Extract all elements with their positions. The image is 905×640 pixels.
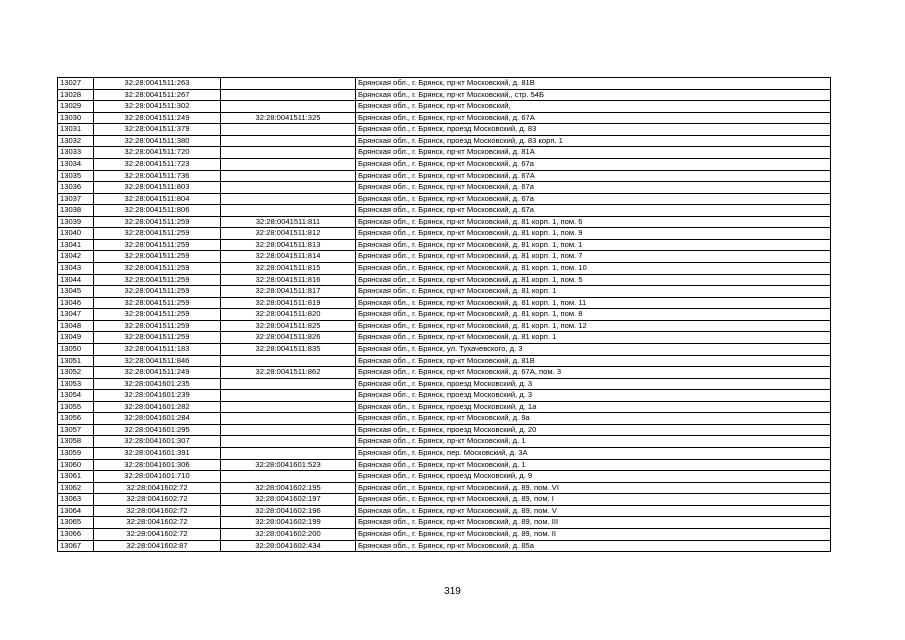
row-number-cell: 13034 [58,158,94,170]
cadastral-number-cell: 32:28:0041601:295 [94,424,221,436]
row-number-cell: 13053 [58,378,94,390]
table-row [58,494,831,506]
address-cell: Брянская обл., г. Брянск, проезд Московский, д. 20 [356,424,831,436]
row-number-cell: 13033 [58,147,94,159]
table-row [58,424,831,436]
table-row [58,401,831,413]
table-row [58,471,831,483]
row-number-cell: 13050 [58,343,94,355]
cadastral-number-cell: 32:28:0041601:710 [94,471,221,483]
row-number-cell: 13044 [58,274,94,286]
row-number-cell: 13055 [58,401,94,413]
row-number-cell: 13041 [58,239,94,251]
address-cell: Брянская обл., г. Брянск, пр-кт Московский, д. 81В [356,355,831,367]
address-cell: Брянская обл., г. Брянск, пр-кт Московский, д. 1 [356,436,831,448]
cadastral-number-cell: 32:28:0041511:259 [94,297,221,309]
cadastral-number-cell: 32:28:0041602:72 [94,505,221,517]
object-cadastral-number-cell [221,158,356,170]
row-number-cell: 13045 [58,286,94,298]
object-cadastral-number-cell [221,124,356,136]
object-cadastral-number-cell [221,355,356,367]
row-number-cell: 13056 [58,413,94,425]
cadastral-number-cell: 32:28:0041511:259 [94,239,221,251]
object-cadastral-number-cell [221,193,356,205]
cadastral-number-cell: 32:28:0041602:72 [94,494,221,506]
table-row [58,505,831,517]
address-cell: Брянская обл., г. Брянск, проезд Московский, д. 1а [356,401,831,413]
row-number-cell: 13036 [58,182,94,194]
object-cadastral-number-cell: 32:28:0041601:523 [221,459,356,471]
address-cell: Брянская обл., г. Брянск, пр-кт Московский, д. 81 корп. 1, пом. 7 [356,251,831,263]
address-cell: Брянская обл., г. Брянск, пр-кт Московский, д. 67А, пом. 3 [356,367,831,379]
table-row [58,390,831,402]
table-row [58,413,831,425]
row-number-cell: 13043 [58,263,94,275]
object-cadastral-number-cell: 32:28:0041511:819 [221,297,356,309]
table-row [58,251,831,263]
address-cell: Брянская обл., г. Брянск, пр-кт Московский, д. 67а [356,182,831,194]
cadastral-number-cell: 32:28:0041511:736 [94,170,221,182]
table-row [58,147,831,159]
cadastral-number-cell: 32:28:0041601:235 [94,378,221,390]
cadastral-number-cell: 32:28:0041511:267 [94,89,221,101]
address-cell: Брянская обл., г. Брянск, пр-кт Московский, д. 85а [356,540,831,552]
row-number-cell: 13039 [58,216,94,228]
cadastral-number-cell: 32:28:0041511:249 [94,367,221,379]
address-cell: Брянская обл., г. Брянск, пр-кт Московский,, стр. 54Б [356,89,831,101]
row-number-cell: 13031 [58,124,94,136]
table-row [58,193,831,205]
address-cell: Брянская обл., г. Брянск, пр-кт Московский, д. 67а [356,193,831,205]
address-cell: Брянская обл., г. Брянск, пр-кт Московский, д. 81 корп. 1, пом. 10 [356,263,831,275]
cadastral-number-cell: 32:28:0041511:302 [94,101,221,113]
cadastral-number-cell: 32:28:0041511:259 [94,286,221,298]
cadastral-number-cell: 32:28:0041511:379 [94,124,221,136]
table-row [58,274,831,286]
object-cadastral-number-cell [221,89,356,101]
cadastral-number-cell: 32:28:0041511:259 [94,228,221,240]
object-cadastral-number-cell: 32:28:0041511:826 [221,332,356,344]
table-row [58,170,831,182]
object-cadastral-number-cell: 32:28:0041511:812 [221,228,356,240]
address-cell: Брянская обл., г. Брянск, пр-кт Московский, д. 9а [356,413,831,425]
address-cell: Брянская обл., г. Брянск, пр-кт Московский, д. 81В [356,78,831,90]
table-row [58,78,831,90]
table-row [58,135,831,147]
object-cadastral-number-cell [221,170,356,182]
address-cell: Брянская обл., г. Брянск, пр-кт Московский, д. 67А [356,112,831,124]
row-number-cell: 13046 [58,297,94,309]
address-cell: Брянская обл., г. Брянск, проезд Московский, д. 3 [356,378,831,390]
table-row [58,448,831,460]
address-cell: Брянская обл., г. Брянск, пр-кт Московский, д. 81 корп. 1 [356,332,831,344]
address-cell: Брянская обл., г. Брянск, проезд Московский, д. 83 корп. 1 [356,135,831,147]
row-number-cell: 13029 [58,101,94,113]
table-row [58,101,831,113]
table-row [58,355,831,367]
table-row [58,286,831,298]
object-cadastral-number-cell: 32:28:0041511:325 [221,112,356,124]
table-row [58,309,831,321]
object-cadastral-number-cell: 32:28:0041602:195 [221,482,356,494]
row-number-cell: 13047 [58,309,94,321]
cadastral-number-cell: 32:28:0041602:87 [94,540,221,552]
table-row [58,367,831,379]
cadastral-number-cell: 32:28:0041511:259 [94,332,221,344]
row-number-cell: 13040 [58,228,94,240]
object-cadastral-number-cell: 32:28:0041511:817 [221,286,356,298]
table-row [58,343,831,355]
address-cell: Брянская обл., г. Брянск, пер. Московский, д. 3А [356,448,831,460]
object-cadastral-number-cell: 32:28:0041511:825 [221,320,356,332]
row-number-cell: 13042 [58,251,94,263]
table-row [58,297,831,309]
cadastral-number-cell: 32:28:0041511:263 [94,78,221,90]
cadastral-number-cell: 32:28:0041511:380 [94,135,221,147]
cadastral-number-cell: 32:28:0041511:259 [94,309,221,321]
table-row [58,528,831,540]
address-cell: Брянская обл., г. Брянск, пр-кт Московский, д. 89, пом. II [356,528,831,540]
row-number-cell: 13058 [58,436,94,448]
address-cell: Брянская обл., г. Брянск, пр-кт Московский, д. 89, пом. VI [356,482,831,494]
row-number-cell: 13057 [58,424,94,436]
address-cell: Брянская обл., г. Брянск, ул. Тухачевского, д. 3 [356,343,831,355]
address-cell: Брянская обл., г. Брянск, пр-кт Московский, д. 81 корп. 1, пом. 1 [356,239,831,251]
cadastral-number-cell: 32:28:0041511:259 [94,216,221,228]
row-number-cell: 13035 [58,170,94,182]
address-cell: Брянская обл., г. Брянск, пр-кт Московский, д. 89, пом. I [356,494,831,506]
row-number-cell: 13032 [58,135,94,147]
cadastral-number-cell: 32:28:0041601:239 [94,390,221,402]
address-cell: Брянская обл., г. Брянск, пр-кт Московский, д. 67а [356,205,831,217]
table-row [58,239,831,251]
address-cell: Брянская обл., г. Брянск, проезд Московский, д. 9 [356,471,831,483]
cadastral-number-cell: 32:28:0041511:804 [94,193,221,205]
cadastral-number-cell: 32:28:0041602:72 [94,482,221,494]
object-cadastral-number-cell: 32:28:0041602:197 [221,494,356,506]
row-number-cell: 13061 [58,471,94,483]
table-row [58,182,831,194]
table-row [58,263,831,275]
row-number-cell: 13030 [58,112,94,124]
address-cell: Брянская обл., г. Брянск, пр-кт Московский, д. 81А [356,147,831,159]
cadastral-number-cell: 32:28:0041511:846 [94,355,221,367]
address-cell: Брянская обл., г. Брянск, проезд Московский, д. 83 [356,124,831,136]
table-row [58,112,831,124]
address-cell: Брянская обл., г. Брянск, пр-кт Московский, д. 1 [356,459,831,471]
object-cadastral-number-cell [221,424,356,436]
row-number-cell: 13062 [58,482,94,494]
object-cadastral-number-cell [221,78,356,90]
address-cell: Брянская обл., г. Брянск, пр-кт Московский, д. 81 корп. 1, пом. 5 [356,274,831,286]
row-number-cell: 13027 [58,78,94,90]
cadastral-number-cell: 32:28:0041601:284 [94,413,221,425]
object-cadastral-number-cell: 32:28:0041511:811 [221,216,356,228]
object-cadastral-number-cell: 32:28:0041511:815 [221,263,356,275]
table-row [58,540,831,552]
object-cadastral-number-cell: 32:28:0041511:814 [221,251,356,263]
cadastral-number-cell: 32:28:0041511:259 [94,274,221,286]
cadastral-number-cell: 32:28:0041511:803 [94,182,221,194]
table-row [58,228,831,240]
cadastral-number-cell: 32:28:0041601:282 [94,401,221,413]
address-cell: Брянская обл., г. Брянск, пр-кт Московский, д. 81 корп. 1, пом. 12 [356,320,831,332]
page-number: 319 [444,586,461,597]
object-cadastral-number-cell [221,448,356,460]
object-cadastral-number-cell [221,182,356,194]
table-row [58,378,831,390]
row-number-cell: 13052 [58,367,94,379]
cadastral-number-cell: 32:28:0041511:259 [94,263,221,275]
object-cadastral-number-cell [221,401,356,413]
row-number-cell: 13060 [58,459,94,471]
object-cadastral-number-cell [221,471,356,483]
row-number-cell: 13028 [58,89,94,101]
row-number-cell: 13048 [58,320,94,332]
cadastral-number-cell: 32:28:0041511:723 [94,158,221,170]
address-cell: Брянская обл., г. Брянск, пр-кт Московский, д. 67а [356,158,831,170]
cadastral-number-cell: 32:28:0041602:72 [94,517,221,529]
cadastral-number-cell: 32:28:0041511:249 [94,112,221,124]
object-cadastral-number-cell: 32:28:0041511:813 [221,239,356,251]
object-cadastral-number-cell [221,413,356,425]
address-cell: Брянская обл., г. Брянск, пр-кт Московский, [356,101,831,113]
table-row [58,482,831,494]
object-cadastral-number-cell: 32:28:0041602:200 [221,528,356,540]
cadastral-number-cell: 32:28:0041602:72 [94,528,221,540]
registry-table-body [58,78,831,552]
object-cadastral-number-cell [221,436,356,448]
row-number-cell: 13065 [58,517,94,529]
table-row [58,459,831,471]
object-cadastral-number-cell [221,205,356,217]
table-row [58,517,831,529]
row-number-cell: 13054 [58,390,94,402]
cadastral-number-cell: 32:28:0041511:259 [94,320,221,332]
object-cadastral-number-cell: 32:28:0041511:816 [221,274,356,286]
object-cadastral-number-cell [221,390,356,402]
address-cell: Брянская обл., г. Брянск, пр-кт Московский, д. 81 корп. 1 [356,286,831,298]
address-cell: Брянская обл., г. Брянск, пр-кт Московский, д. 81 корп. 1, пом. 9 [356,228,831,240]
table-row [58,216,831,228]
object-cadastral-number-cell: 32:28:0041602:434 [221,540,356,552]
address-cell: Брянская обл., г. Брянск, пр-кт Московский, д. 81 корп. 1, пом. 8 [356,309,831,321]
object-cadastral-number-cell: 32:28:0041602:196 [221,505,356,517]
row-number-cell: 13037 [58,193,94,205]
address-cell: Брянская обл., г. Брянск, пр-кт Московский, д. 89, пом. III [356,517,831,529]
row-number-cell: 13038 [58,205,94,217]
row-number-cell: 13063 [58,494,94,506]
cadastral-number-cell: 32:28:0041601:391 [94,448,221,460]
object-cadastral-number-cell [221,101,356,113]
cadastral-number-cell: 32:28:0041601:307 [94,436,221,448]
table-row [58,124,831,136]
address-cell: Брянская обл., г. Брянск, пр-кт Московский, д. 67А [356,170,831,182]
address-cell: Брянская обл., г. Брянск, пр-кт Московский, д. 81 корп. 1, пом. 6 [356,216,831,228]
object-cadastral-number-cell [221,147,356,159]
object-cadastral-number-cell [221,378,356,390]
address-cell: Брянская обл., г. Брянск, пр-кт Московский, д. 81 корп. 1, пом. 11 [356,297,831,309]
row-number-cell: 13066 [58,528,94,540]
object-cadastral-number-cell: 32:28:0041602:199 [221,517,356,529]
registry-table [57,77,831,552]
cadastral-number-cell: 32:28:0041511:183 [94,343,221,355]
row-number-cell: 13064 [58,505,94,517]
object-cadastral-number-cell: 32:28:0041511:835 [221,343,356,355]
table-row [58,158,831,170]
table-row [58,332,831,344]
table-row [58,436,831,448]
row-number-cell: 13059 [58,448,94,460]
address-cell: Брянская обл., г. Брянск, пр-кт Московский, д. 89, пом. V [356,505,831,517]
table-row [58,205,831,217]
cadastral-number-cell: 32:28:0041511:806 [94,205,221,217]
row-number-cell: 13049 [58,332,94,344]
object-cadastral-number-cell: 32:28:0041511:862 [221,367,356,379]
table-row [58,89,831,101]
cadastral-number-cell: 32:28:0041511:720 [94,147,221,159]
object-cadastral-number-cell [221,135,356,147]
table-row [58,320,831,332]
cadastral-number-cell: 32:28:0041511:259 [94,251,221,263]
address-cell: Брянская обл., г. Брянск, проезд Московский, д. 3 [356,390,831,402]
object-cadastral-number-cell: 32:28:0041511:820 [221,309,356,321]
row-number-cell: 13067 [58,540,94,552]
row-number-cell: 13051 [58,355,94,367]
cadastral-number-cell: 32:28:0041601:306 [94,459,221,471]
